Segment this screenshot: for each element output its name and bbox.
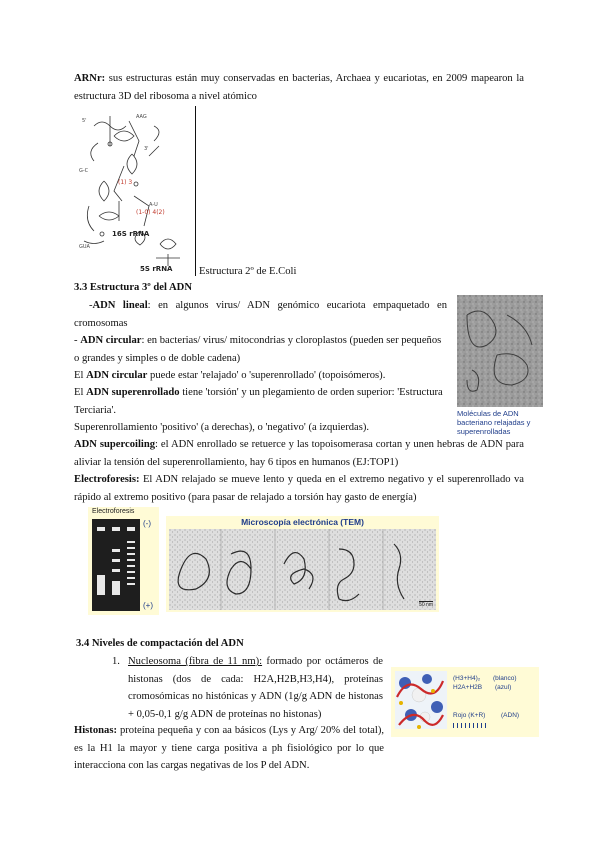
tem-scale: 50 nm (419, 602, 433, 608)
adn-superenrollado-paragraph: El ADN superenrollado tiene 'torsión' y un plegamiento de orden superior: 'Estructura Terciaria'. (74, 387, 443, 416)
nuc-label-rojo: Rojo (K+R) (453, 712, 486, 719)
arnr-title: ARNr: (74, 73, 106, 84)
superenrollamiento-line: Superenrollamiento 'positivo' (a derechas), o 'negativo' (a izquierdas). (74, 422, 370, 433)
section-3-4-heading: 3.4 Niveles de compactación del ADN (76, 638, 244, 649)
rrna-label-16s: 16S rRNA (112, 230, 150, 238)
electrophoresis-title: Electroforesis (92, 508, 135, 515)
electrophoresis-minus: (-) (143, 519, 151, 528)
adn-circular-term: ADN circular (80, 335, 142, 346)
histonas-term: Histonas: (74, 725, 117, 736)
rrna-label-5s: 5S rRNA (140, 265, 173, 273)
nuc-label-adn: (ADN) (501, 712, 520, 719)
svg-text:G-C: G-C (79, 168, 89, 174)
rrna-red-label-2: (1-0) 4(2) (136, 209, 165, 216)
electrophoresis-figure (88, 507, 159, 615)
nucleosoma-term: Nucleosoma (fibra de 11 nm): (128, 656, 263, 667)
nucleosoma-item: Nucleosoma (fibra de 11 nm): formado por octámeros de histonas (dos de cada: H2A,H2B,H3,H4), proteínas cromosómicas no histónicas y ADN (1g/g ADN de histonas + 0,05-0,1 g/g ADN de proteínas no histonas) (128, 656, 384, 720)
adn-lineal-paragraph: -ADN lineal: en algunos virus/ ADN genómico eucariota empaquetado en cromosomas (74, 300, 447, 329)
adn-supercoiling-term: ADN supercoiling (74, 439, 156, 450)
dna-micrograph-caption: Moléculas de ADN bacteriano relajadas y superenrolladas (457, 409, 531, 436)
section-3-3-heading: 3.3 Estructura 3º del ADN (74, 282, 192, 293)
tem-micrograph-strip (169, 529, 436, 610)
nucleosome-figure (391, 667, 539, 737)
nuc-label-azul: (azul) (495, 684, 512, 691)
rrna-structure-figure (74, 106, 194, 274)
rrna-caption: Estructura 2º de E.Coli (199, 266, 297, 277)
nuc-label-h2ah2b: H2A+H2B (453, 684, 483, 691)
gel-panel (92, 519, 140, 611)
nuc-label-blanco: (blanco) (493, 675, 517, 682)
histonas-paragraph: Histonas: proteína pequeña y con aa básicos (Lys y Arg/ 20% del total), es la H1 la mayor y tiene carga positiva a ph fisiológico por lo que interacciona con las cargas negativas de los P del ADN. (74, 725, 384, 771)
electrophoresis-plus: (+) (143, 601, 153, 610)
dna-micrograph (457, 295, 543, 407)
arnr-text: sus estructuras están muy conservadas en bacterias, Archaea y eucariotas, en 2009 mapearon la estructura 3D del ribosoma a nivel atómico (74, 73, 524, 102)
rrna-diagram (74, 106, 194, 274)
svg-text:5': 5' (82, 118, 87, 124)
svg-text:A-U: A-U (149, 202, 158, 208)
adn-circular-paragraph: - ADN circular: en bacterias/ virus/ mitocondrias y cloroplastos (pueden ser pequeños o grandes y simples o de doble cadena) (74, 335, 442, 364)
electroforesis-paragraph: Electroforesis: El ADN relajado se mueve lento y queda en el extremo negativo y el superenrollado va rápido al extremo positivo (para pasar de relajado a torsión hay gasto de energía) (74, 474, 524, 503)
adn-supercoiling-paragraph: ADN supercoiling: el ADN enrollado se retuerce y las topoisomerasa cortan y unen hebras de ADN para aliviar la tensión del superenrollamiento, hay 6 tipos en humanos (EJ:TOP1) (74, 439, 524, 468)
nuc-label-h3h4: (H3+H4)₂ (453, 675, 481, 682)
electroforesis-term: Electroforesis: (74, 474, 140, 485)
nucleosoma-item-number: 1. (112, 656, 120, 667)
tem-figure (166, 516, 439, 612)
svg-text:AAG: AAG (136, 114, 147, 120)
adn-lineal-term: ADN lineal (92, 300, 148, 311)
tem-title: Microscopía electrónica (TEM) (241, 517, 364, 527)
nuc-ticks (453, 723, 487, 728)
svg-text:GUA: GUA (79, 244, 90, 250)
rrna-figure-divider (195, 106, 196, 276)
rrna-red-label-1: (1) 3 (118, 179, 133, 186)
adn-circular-topoisomeros: El ADN circular puede estar 'relajado' o 'superenrollado' (topoisómeros). (74, 370, 386, 381)
arnr-paragraph (74, 70, 524, 105)
svg-text:3': 3' (144, 146, 149, 152)
